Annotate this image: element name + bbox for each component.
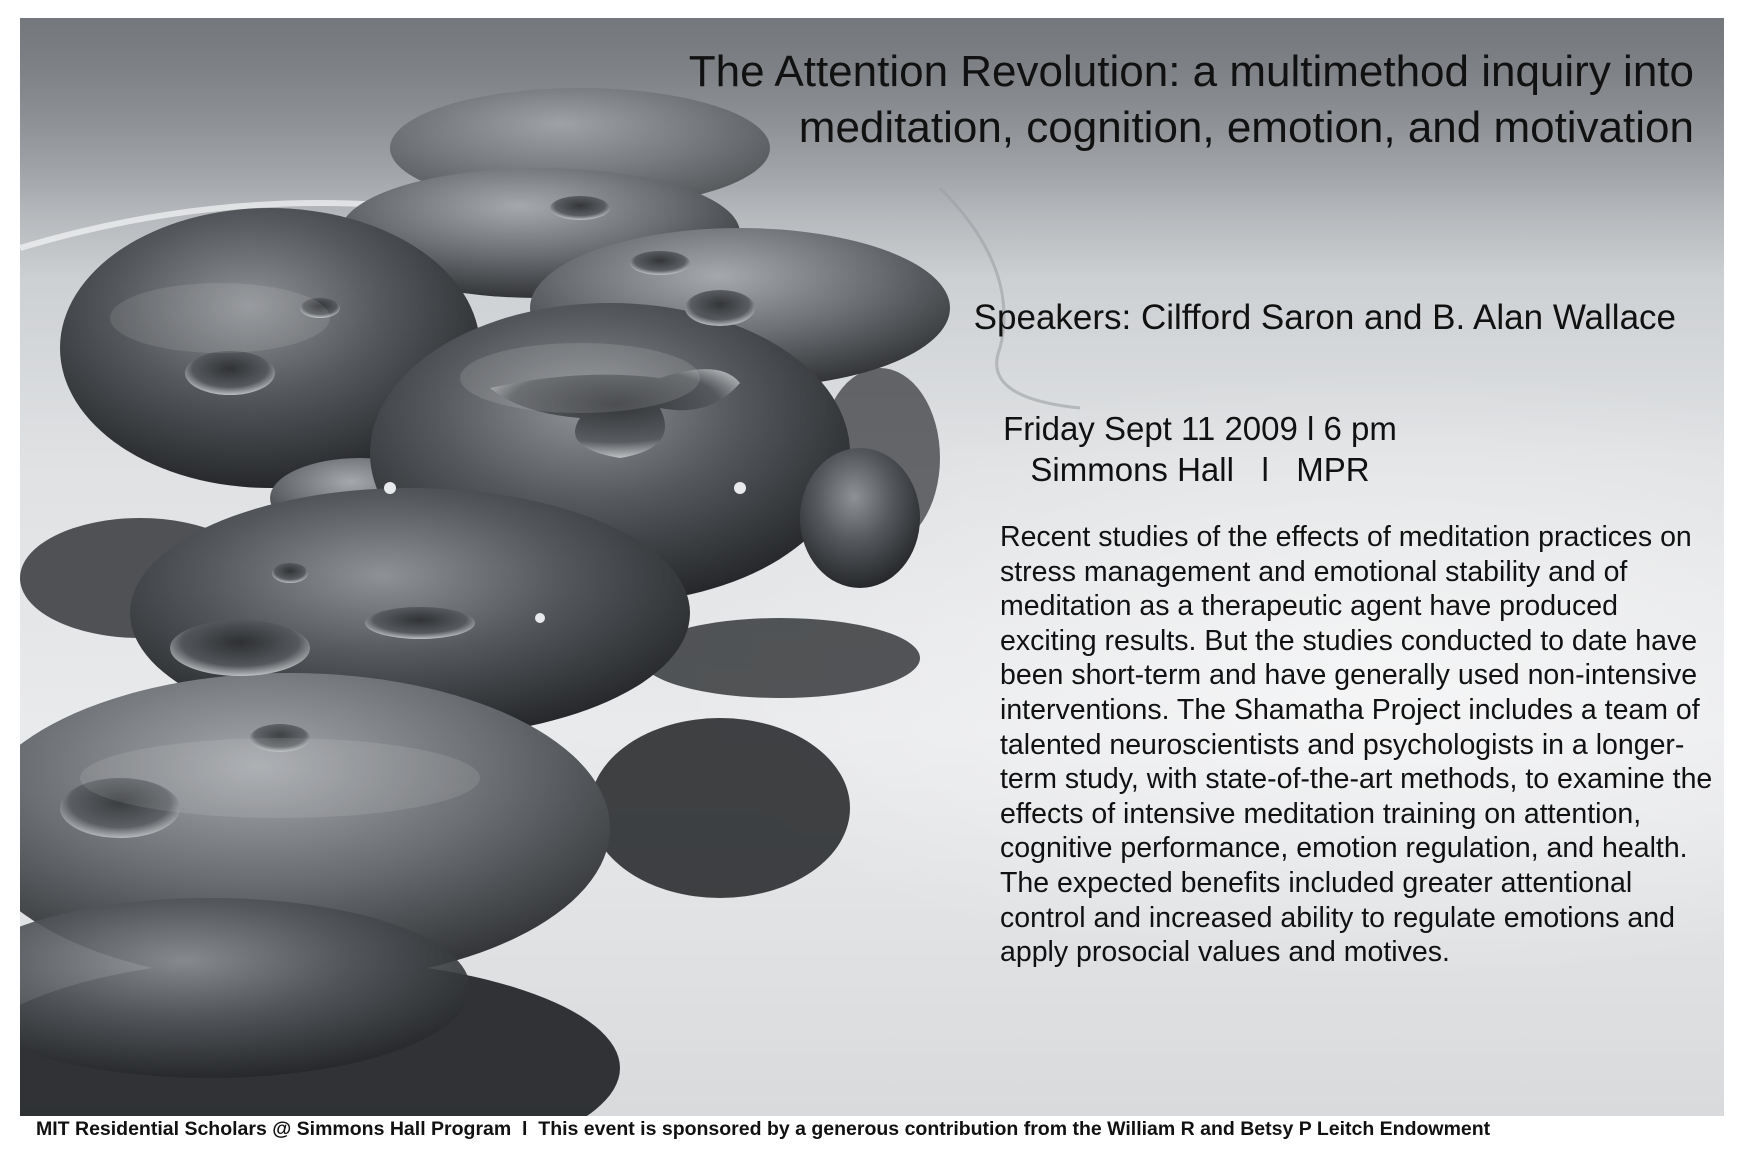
speakers: Speakers: Cilfford Saron and B. Alan Wallace <box>973 298 1676 337</box>
event-description: Recent studies of the effects of meditation practices on stress management and emotional stability and of meditation as a therapeutic agent have produced exciting results. But the studies conducted to date have been short-term and have generally used non-intensive interventions. The Shamatha Project includes a team of talented neuroscientists and psychologists in a longer-term study, with state-of-the-art methods, to examine the effects of intensive meditation training on attention, cognitive performance, emotion regulation, and health. The expected benefits included greater attentional control and increased ability to regulate emotions and apply prosocial values and motives. <box>1000 521 1713 969</box>
event-info <box>990 408 1410 490</box>
event-date-time: Friday Sept 11 2009 l 6 pm <box>1003 410 1397 447</box>
event-title: The Attention Revolution: a multimethod inquiry into meditation, cognition, emotion, and motivation <box>688 47 1694 152</box>
sponsor-footer: MIT Residential Scholars @ Simmons Hall Program l This event is sponsored by a generous contribution from the William R and Betsy P Leitch Endowment <box>36 1118 1491 1140</box>
event-location: Simmons Hall l MPR <box>1030 451 1370 488</box>
poster <box>20 18 1724 1116</box>
